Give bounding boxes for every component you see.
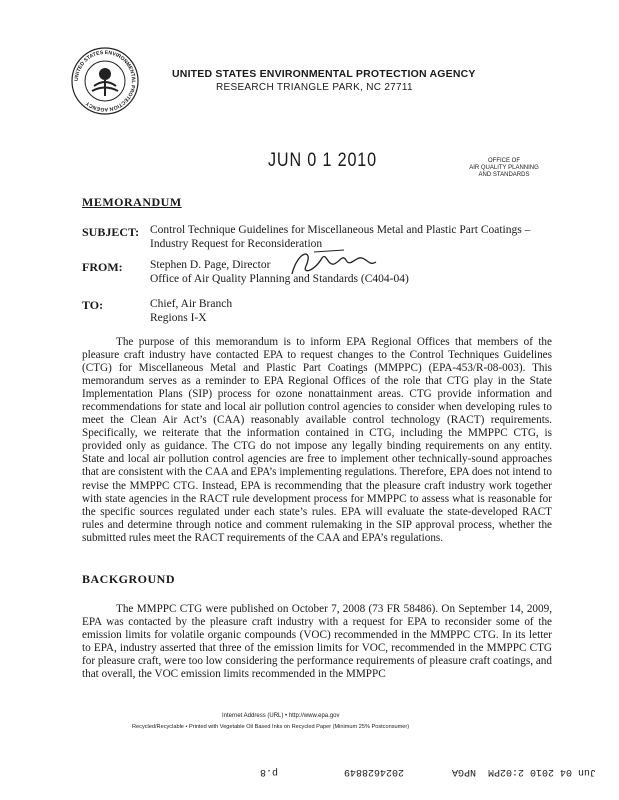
memo-heading: MEMORANDUM: [82, 195, 182, 209]
handwritten-signature: [284, 244, 380, 284]
from-line-2: Office of Air Quality Planning and Standards (C404-04): [150, 272, 409, 285]
fax-header-line: Jun 04 2010 2:02PM NPGA 2024628849 p.8: [259, 766, 596, 777]
seal-ring-text: UNITED STATES ENVIRONMENTAL PROTECTION AGENCY: [73, 49, 137, 113]
from-line-1: Stephen D. Page, Director: [150, 259, 271, 271]
agency-address: RESEARCH TRIANGLE PARK, NC 27711: [216, 82, 413, 93]
to-text: [150, 298, 530, 325]
subject-line-2: Industry Request for Reconsideration: [150, 237, 323, 250]
to-line-2: Regions I-X: [150, 311, 207, 324]
subject-label: SUBJECT:: [82, 225, 140, 239]
background-heading: BACKGROUND: [82, 572, 176, 586]
footer-recycled-notice: Recycled/Recyclable • Printed with Vegetable Oil Based Inks on Recycled Paper (Minimum 25% Postconsumer): [132, 724, 410, 730]
subject-line-1: Control Technique Guidelines for Miscellaneous Metal and Plastic Part Coatings –: [150, 224, 531, 236]
office-line-1: OFFICE OF: [488, 158, 520, 164]
from-label: FROM:: [82, 260, 123, 274]
agency-name: UNITED STATES ENVIRONMENTAL PROTECTION AGENCY: [172, 68, 476, 80]
footer-internet-address: Internet Address (URL) • http://www.epa.gov: [222, 713, 340, 719]
office-line-3: AND STANDARDS: [478, 172, 530, 178]
epa-seal-logo: [70, 46, 140, 116]
to-label: TO:: [82, 298, 104, 312]
office-line-2: AIR QUALITY PLANNING: [469, 165, 539, 171]
office-block: [458, 158, 550, 179]
body-paragraph: The purpose of this memorandum is to inform EPA Regional Offices that members of the pleasure craft industry have contacted EPA to request changes to the Control Techniques Guidelines (CTG) for Miscellaneous Metal and Plastic Part Coatings (MMPPC) (EPA-453/R-08-003). This memorandum serves as a reminder to EPA Regional Offices of the role that CTG play in the State Implementation Plans (SIP) process for ozone nonattainment areas. CTG provide information and recommendations for state and local air pollution control agencies to consider when developing rules to meet the Clean Air Act’s (CAA) reasonably available control technology (RACT) requirements. Specifically, we reiterate that the information contained in CTG, including the MMPPC CTG, is provided only as guidance. The CTG do not impose any legally binding requirements on any entity. State and local air pollution control agencies are free to implement other technically-sound approaches that are consistent with the CAA and EPA’s implementing regulations. Therefore, EPA does not intend to revise the MMPPC CTG. Instead, EPA is recommending that the pleasure craft industry work together with state agencies in the RACT rule development process for MMPPC to assess what is reasonable for the specific sources regulated under each state’s rules. EPA will evaluate the state-developed RACT rules and determine through notice and comment rulemaking in the SIP approval process, whether the submitted rules meet the RACT requirements of the CAA and EPA’s regulations.: [82, 336, 552, 544]
to-line-1: Chief, Air Branch: [150, 298, 233, 310]
background-paragraph: The MMPPC CTG were published on October 7, 2008 (73 FR 58486). On September 14, 2009, EPA was contacted by the pleasure craft industry with a request for EPA to reconsider some of the emission limits for volatile organic compounds (VOC) recommended in the MMPPC CTG. In its letter to EPA, industry asserted that three of the emission limits for VOC, recommended in the MMPPC CTG for pleasure craft, were too low considering the performance requirements of pleasure craft coatings, and that overall, the VOC emission limits recommended in the MMPPC: [82, 603, 552, 681]
date-stamp: JUN 0 1 2010: [268, 150, 377, 171]
